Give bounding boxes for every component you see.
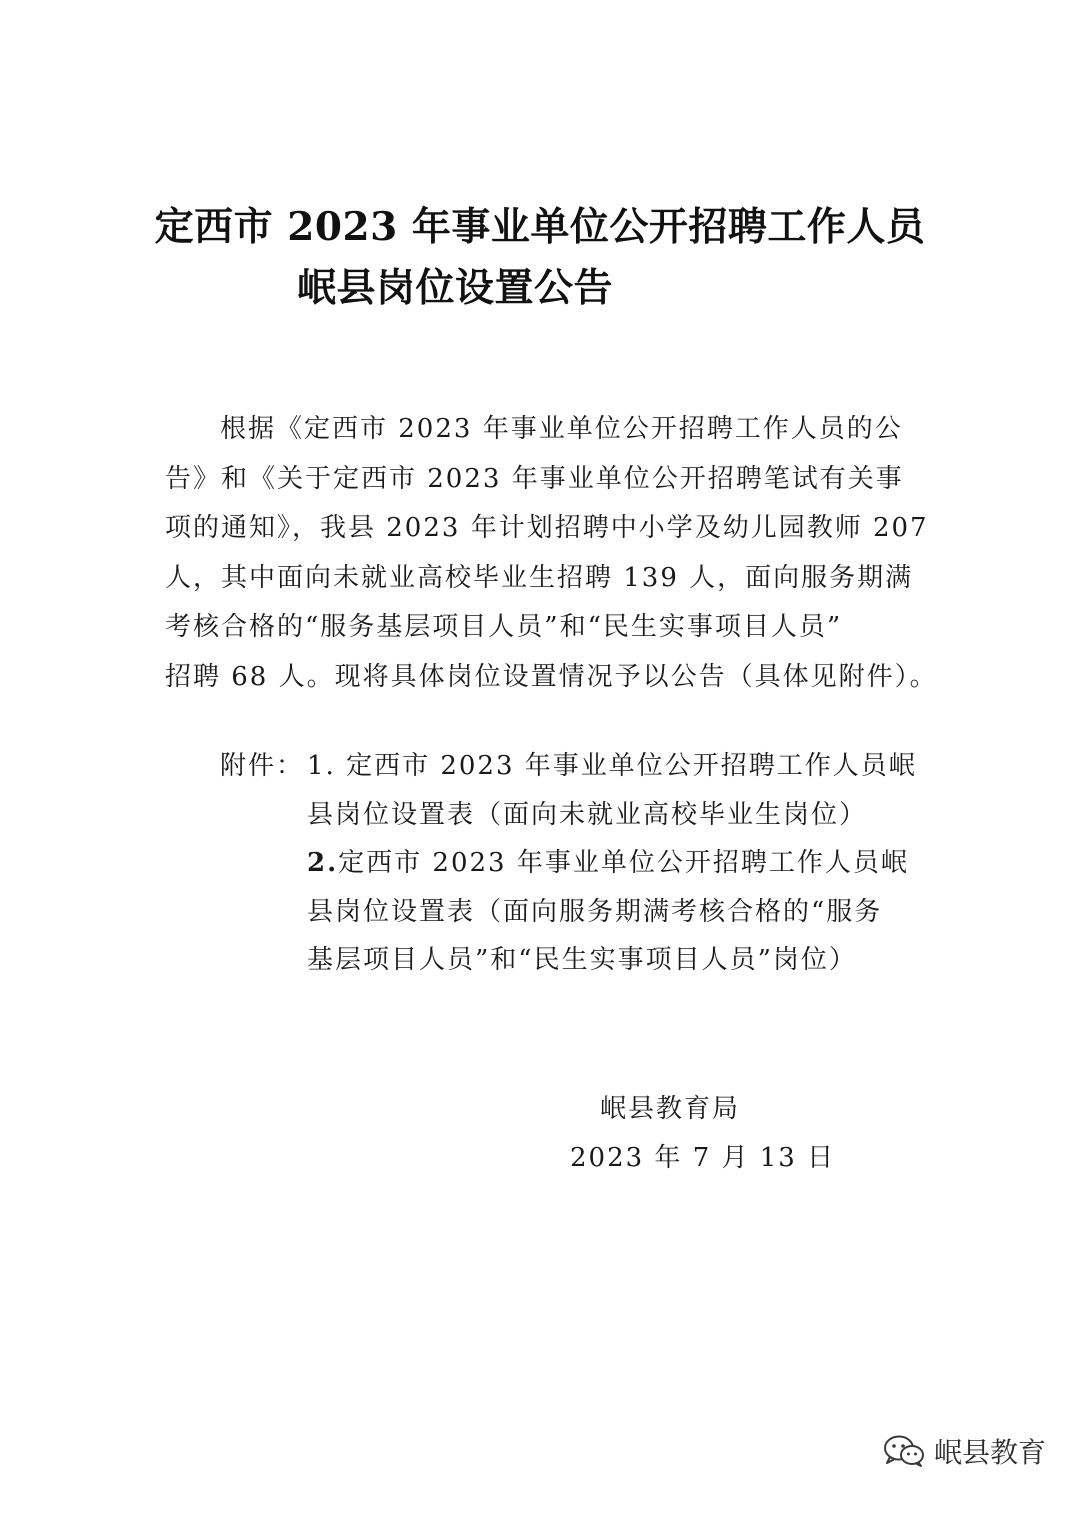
attachments-label: 附件： <box>220 751 305 781</box>
body-line: 根据《定西市 2023 年事业单位公开招聘工作人员的公 <box>220 414 903 444</box>
body-line: 招聘 68 人。现将具体岗位设置情况予以公告（具体见附件）。 <box>165 661 938 692</box>
body-line: 告》和《关于定西市 2023 年事业单位公开招聘笔试有关事 <box>165 463 904 494</box>
attachment-2-line: 县岗位设置表（面向服务期满考核合格的“服务 <box>307 896 883 927</box>
body-line: 考核合格的“服务基层项目人员”和“民生实事项目人员” <box>165 612 843 642</box>
attachment-1-line <box>307 742 927 791</box>
document-title-line-1: 定西市 2023 年事业单位公开招聘工作人员 <box>154 204 926 250</box>
document-title-line-2: 岷县岗位设置公告 <box>296 265 613 311</box>
signature-organization: 岷县教育局 <box>600 1094 741 1124</box>
attachment-1-text: 定西市 2023 年事业单位公开招聘工作人员岷 <box>346 751 917 781</box>
wechat-account-name: 岷县教育 <box>934 1436 1047 1469</box>
signature-date: 2023 年 7 月 13 日 <box>570 1143 836 1173</box>
attachment-2-text: 定西市 2023 年事业单位公开招聘工作人员岷 <box>338 848 909 878</box>
attachment-1-number: 1. <box>307 751 336 781</box>
attachment-2-line <box>307 839 927 888</box>
attachment-1-line: 县岗位设置表（面向未就业高校毕业生岗位） <box>307 799 868 830</box>
body-paragraph <box>165 405 938 702</box>
body-line: 项的通知》，我县 2023 年计划招聘中小学及幼儿园教师 207 <box>165 513 929 543</box>
attachments-list <box>307 742 927 985</box>
attachment-2-number: 2. <box>307 848 339 878</box>
wechat-account-watermark <box>882 1431 1046 1471</box>
attachment-2-line: 基层项目人员”和“民生实事项目人员”岗位） <box>307 945 857 975</box>
wechat-icon <box>882 1434 926 1468</box>
body-line: 人，其中面向未就业高校毕业生招聘 139 人，面向服务期满 <box>165 562 914 593</box>
